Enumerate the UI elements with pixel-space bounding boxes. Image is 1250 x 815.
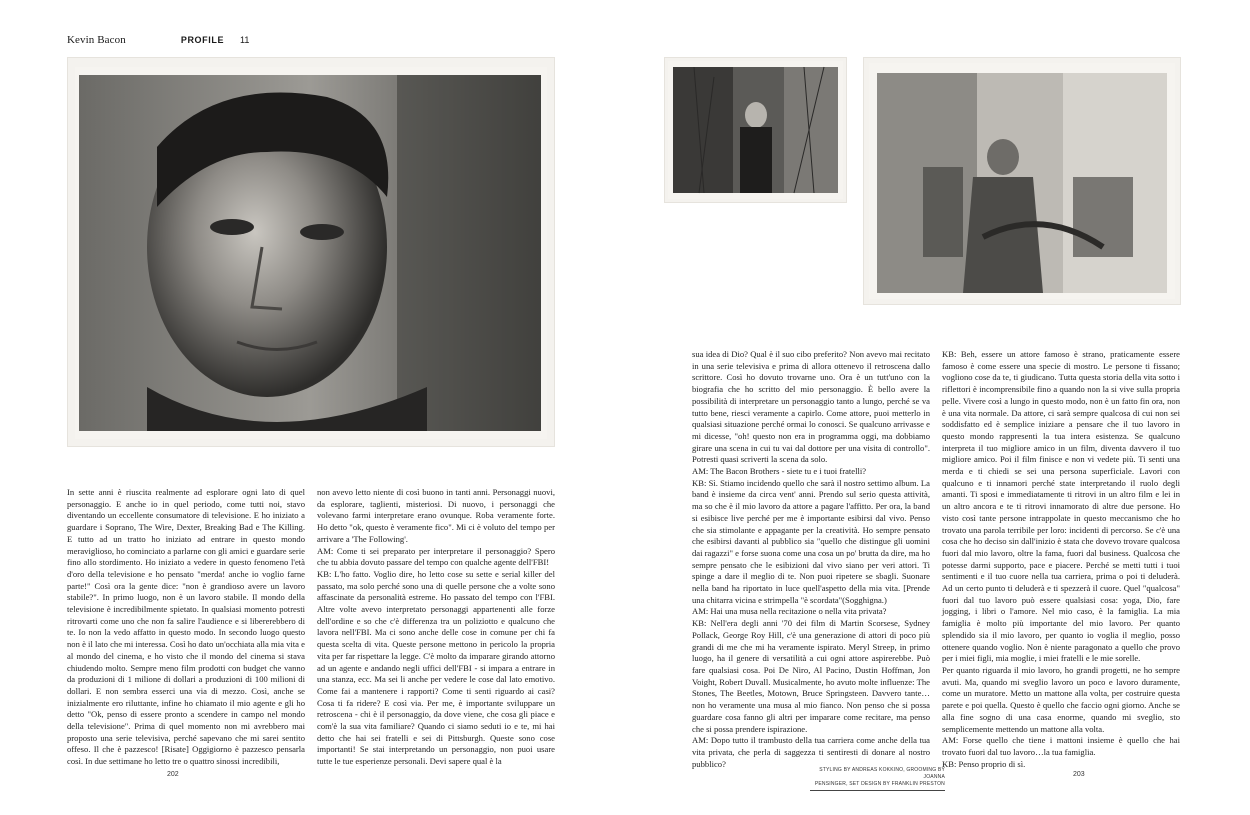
- page-number-left: 202: [167, 771, 179, 778]
- credits-rule: [810, 790, 945, 791]
- article-column-2: non avevo letto niente di così buono in tanti anni. Personaggi nuovi, da esplorare, taglienti, misteriosi. Di nuovo, i personaggi che volevano farmi interpretare erano ovunque. Roba veramente forte. Ho detto "ok, questo è veramente fico". Mi ci è voluto del tempo per arrivare a 'The Following'. AM: Come ti sei preparato per interpretare il personaggio? Spero che tu abbia dovuto passare del tempo con qualche agente dell'FBI! KB: L'ho fatto. Voglio dire, ho letto cose su sette e serial killer del passato, ma solo perché sono una di quelle persone che a volte sono affascinate da personalità estreme. Ho passato del tempo con l'FBI. Altre volte avevo interpretato personaggi appartenenti alle forze dell'ordine e so che c'è differenza tra un poliziotto e qualcuno che lavora nell'FBI. Ma ci sono anche delle cose in comune per chi fa questa scelta di vita. Queste persone mettono in pericolo la propria vita per far rispettare la legge. C'è molto da imparare girando attorno ad un agente e andando negli uffici dell'FBI - si impara a entrare in una stanza, ecc. Ma sei li anche per vedere le cose dal lato emotivo. Come fai a mantenere i rapporti? Come ti senti riguardo ai casi? Cosa ti fa ridere? E così via. Per me, è importante sviluppare un retroscena - chi è il personaggio, da dove viene, che cosa gli piace e com'è la sua vita familiare? Quando ci siamo seduti io e te, mi hai detto che hai sei fratelli e sei di Pittsburgh. Queste sono cose importanti! Se stai interpretando un personaggio, non puoi usare tutte le tue esperienze personali. Devi sapere qual è la: [317, 487, 555, 767]
- article-column-3: sua idea di Dio? Qual è il suo cibo preferito? Non avevo mai recitato in una serie televisiva e prima di allora ottenevo il retroscena dallo scrittore. Così ho dovuto trovarne uno. Ora è un tutt'uno con la biografia che ho scritto del mio personaggio. È bello avere la possibilità di interpretare un personaggio tanto a lungo, perché se va tutto bene, riesci veramente a capirlo. Come attore, puoi metterlo in qualsiasi situazione perché ormai lo conosci. Se qualcuno arrivasse e mi dicesse, "oh! questo non era in programma oggi, ma dobbiamo girare una scena in cui tu vai dal dottore per una visita di controllo". Potresti quasi scriverti la scena da solo. AM: The Bacon Brothers - siete tu e i tuoi fratelli? KB: Sì. Stiamo incidendo quello che sarà il nostro settimo album. La band è insieme da circa vent' anni. Prendo sul serio questa attività, ma so che è il mio lavoro da attore a pagare l'affitto. Per ora, la band si esibisce live perché per me è importante esibirsi dal vivo. Penso che sia stimolante e appagante per la creatività. Ho sempre pensato che esibirsi davanti al pubblico sia "quello che distingue gli uomini dai ragazzi" e forse suona come una cosa un po' brutta da dire, ma ho sempre pensato che le esibizioni dal vivo siano per veri attori. Ti spinge a dare il meglio di te. Non puoi ripetere se sbagli. Suonare nella band ha riportato in luce quell'aspetto della mia vita. [Prende una chitarra vicina e strimpella "è scordata"(Sogghigna.) AM: Hai una musa nella recitazione o nella vita privata? KB: Nell'era degli anni '70 dei film di Martin Scorsese, Sydney Pollack, George Roy Hill, c'è una generazione di attori di poco più grandi di me che mi ha veramente ispirato. Meryl Streep, in primo luogo, ha il genere di versatilità a cui ogni attore aspirerebbe. Può fare qualsiasi cosa. Poi De Niro, Al Pacino, Dustin Hoffman, Jon Voight, Robert Duvall. Musicalmente, ho avuto molte influenze: The Stones, The Beetles, Motown, Bruce Springsteen. Davvero tante…non ho veramente una musa al mio fianco. Non penso che si possa guardare cosa fanno gli altri per imparare come recitare, ma penso che si possa prendere ispirazione. AM: Dopo tutto il trambusto della tua carriera come anche della tua vita privata, che perla di saggezza ti sentiresti di donare al nostro pubblico?: [692, 349, 930, 769]
- article-column-1: In sette anni è riuscita realmente ad esplorare ogni lato di quel personaggio. E anche io in quel periodo, come tutti noi, stavo diventando un eccellente consumatore di televisione. E ho iniziato a guardare i Soprano, The Wire, Dexter, Breaking Bad e The Killing. E tutto ad un tratto ho iniziato ad entrare in questo mondo meraviglioso, ho cominciato a parlarne con gli amici e guardare serie fino allo stordimento. Ho iniziato a vedere in questo fenomeno l'età d'oro della televisione e ho pensato "merda! anche io voglio farne parte!" Così ora la gente dice: "non è grandioso avere un lavoro stabile?". In primo luogo, non è un lavoro stabile. Il mondo della televisione è incredibilmente spietato. In qualsiasi momento potresti ritrovarti come uno che non fa salire l'audience e si libererebbero di te. Io non la vedo affatto in questo modo. In secondo luogo questo non è il lato che mi interessa. Così ho dato un'occhiata alla mia vita e al mondo del cinema, e ho visto che il mondo del cinema si stava chiudendo molto. Sempre meno film prodotti con budget che vanno da produzioni di 1 milione di dollari a produzioni di 100 milioni di dollari. E non sembra esserci una via di mezzo. Così, anche se inizialmente ero riluttante, infine ho chiamato il mio agente e gli ho detto "Ok, penso di essere pronto a scendere in campo nel mondo della televisione". Prima di quel momento non mi avrebbero mai proposto una serie televisiva, perché sapevano che mi sarei sentito offeso. Il che è pazzesco! [Risate] Oggigiorno è pazzesco pensarla così. In due settimane ho letto tre o quattro sinossi incredibili,: [67, 487, 305, 767]
- kitchen-photo: [863, 57, 1181, 305]
- header-issue: 11: [240, 35, 250, 45]
- street-photo: [664, 57, 847, 203]
- header-section: PROFILE: [180, 35, 225, 45]
- article-column-4: KB: Beh, essere un attore famoso è strano, praticamente essere famoso è come essere una specie di mostro. Le persone ti fissano; vogliono cose da te, ti giudicano. Tutta questa storia della vita sotto i riflettori è incomprensibile fino a quando non la si vive sulla propria pelle. Vivere così a lungo in questo modo, non è un fatto fin ora, non è una vita normale. Da attore, ci sarà sempre qualcosa di cui non sei soddisfatto ed è semplice iniziare a pensare che il tuo lavoro in questo mondo rappresenti la tua intera esistenza. Se qualcuno interpreta il tuo migliore amico in un film, diventa davvero il tuo migliore amico. Poi il film finisce e non vi vedete più. Ti senti una merda e ti chiedi se sei una persona superficiale. Lavori con qualcuno e ti innamori perché state interpretando il ruolo degli amanti. Ti sposi e immediatamente ti ritrovi in un altro film e lei in un altro ancora e te ti ritrovi innamorato di altre due persone. Ho visto così tante persone intrappolate in questo meccanismo che ho trovato una parola terribile per loro: incidenti di percorso. Se c'è una cosa che ho deciso sin dall'inizio è stata che dovevo trovare qualcosa fuori dal mio lavoro, oltre la fama, fuori dal business. Qualcosa che potesse darmi supporto, pace e piacere. Perché se metti tutti i tuoi sentimenti e il tuo cuore nella tua carriera, prima o poi ti deluderà. Ad un certo punto ti deluderà e ti spezzerà il cuore. Quel "qualcosa" fuori dal tuo lavoro può essere qualsiasi cosa: yoga, Dio, fare jogging, i libri o l'amore. Nel mio caso, è la famiglia. La mia famiglia è molto più importante del mio lavoro. Per quanto splendido sia il mio lavoro, per quanto io voglia il meglio, posso ottenere quando voglio. Non è niente paragonato a quello che provo per i miei figli, mia moglie, i miei fratelli e le mie sorelle. Per quanto riguarda il mio lavoro, ho grandi progetti, ne ho sempre avuti. Ma, quando mi sveglio lavoro un poco e lavoro duramente, come un muratore. Metto un mattone alla volta, per costruire questa parete e poi quella. Questo è quello che faccio ogni giorno. Anche se alla fine sogno di una casa enorme, quando mi sveglio, sto semplicemente mettendo un mattone alla volta. AM: Forse quello che tiene i mattoni insieme è quello che hai trovato fuori dal tuo lavoro…la tua famiglia. KB: Penso proprio di sì.: [942, 349, 1180, 769]
- header-name: Kevin Bacon: [67, 34, 126, 46]
- running-header: [67, 34, 249, 48]
- credits-line-1: STYLING BY ANDREAS KOKKINO, GROOMING BY JOANNA: [819, 767, 945, 780]
- credits-line-2: PENSINGER, SET DESIGN BY FRANKLIN PRESTON: [814, 781, 945, 787]
- photo-credits: [810, 767, 945, 791]
- page-number-right: 203: [1073, 771, 1085, 778]
- portrait-photo: [67, 57, 555, 447]
